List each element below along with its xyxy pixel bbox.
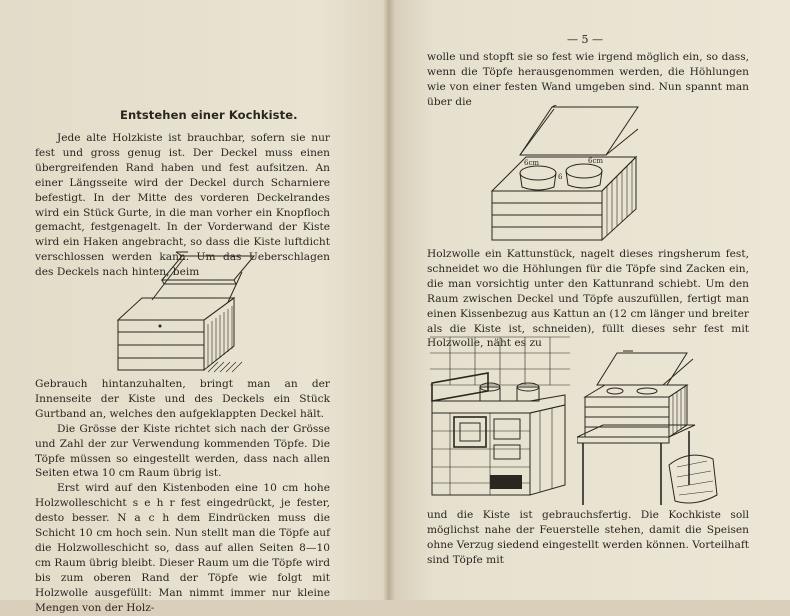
text-para1-cont: Gebrauch hintanzuhalten, bringt man an der Innenseite der Kiste und des Deckels ein Stück Gurtband an, welches den aufgeklappten Deckel hält. <box>35 378 330 420</box>
paragraph-wool <box>427 50 749 110</box>
text-para3: Erst wird auf den Kistenboden eine 10 cm hohe Holzwolleschicht s e h r fest eingedrückt, je fester, desto besser. N a c h dem Eindrücken muss die Schicht 10 cm hoch sein. Nun stellt man die Töpfe auf die Holzwolleschicht so, dass auf allen Seiten 8—10 cm Raum übrig bleibt. Dieser Raum um die Töpfe wird bis zum oberen Rand der Töpfe wie folgt mit Holzwolle ausgefüllt: Man nimmt immer nur kleine Mengen von der Holz- <box>35 482 330 614</box>
right-page <box>392 0 790 600</box>
fig-label-a: 6cm <box>524 159 540 167</box>
figure-cooking-box-on-table <box>577 345 722 510</box>
fig-label-c: 6 <box>558 173 563 181</box>
text-right-para1: wolle und stopft sie so fest wie irgend möglich ein, so dass, wenn die Töpfe herausgenommen werden, die Höhlungen wie von einer festen Wand umgeben sind. Nun spannt man über die <box>427 51 749 108</box>
text-right-para2: Holzwolle ein Kattunstück, nagelt dieses ringsherum fest, schneidet wo die Höhlungen für die Töpfe sind Zacken ein, die man vorsichtig unter den Kattunrand schiebt. Um den Raum zwischen Deckel und Töpfe auszufüllen, fertigt man einen Kissenbezug aus Kattun an (12 cm länger und breiter als die Kiste ist, schneiden), füllt dieses sehr fest mit Holzwolle, näht es zu <box>427 248 749 350</box>
figure-box-with-pots <box>490 105 650 245</box>
page-title: Entstehen einer Kochkiste. <box>120 108 298 122</box>
paragraph-ready <box>427 508 749 568</box>
left-page <box>0 0 385 614</box>
text-para1: Jede alte Holzkiste ist brauchbar, sofern sie nur fest und gross genug ist. Der Deckel muss einen übergreifenden Rand haben und fest aufsitzen. An einer Längsseite wird der Deckel durch Scharniere befestigt. In der Mitte des vorderen Deckelrandes wird ein Stück Gurte, in die man vorher ein Knopfloch gemacht, festgenagelt. In der Vorderwand der Kiste wird ein Haken angebracht, so dass die Kiste luftdicht verschlossen werden kann. Um das Ueberschlagen des Deckels nach hinten, beim <box>35 132 330 279</box>
figure-empty-box <box>112 250 262 375</box>
paragraph-group <box>35 377 330 616</box>
page-number: — 5 — <box>567 33 603 46</box>
figure-stove <box>430 335 575 505</box>
fig-label-b: 6cm <box>588 157 604 165</box>
text-para2: Die Grösse der Kiste richtet sich nach der Grösse und Zahl der zur Verwendung kommenden Töpfe. Die Töpfe müssen so eingestellt werden, dass nach allen Seiten etwa 10 cm Raum übrig ist. <box>35 422 330 480</box>
text-right-para3: und die Kiste ist gebrauchsfertig. Die Kochkiste soll möglichst nahe der Feuerstelle stehen, damit die Speisen ohne Verzug siedend eingestellt werden können. Vorteilhaft sind Töpfe mit <box>427 509 749 566</box>
